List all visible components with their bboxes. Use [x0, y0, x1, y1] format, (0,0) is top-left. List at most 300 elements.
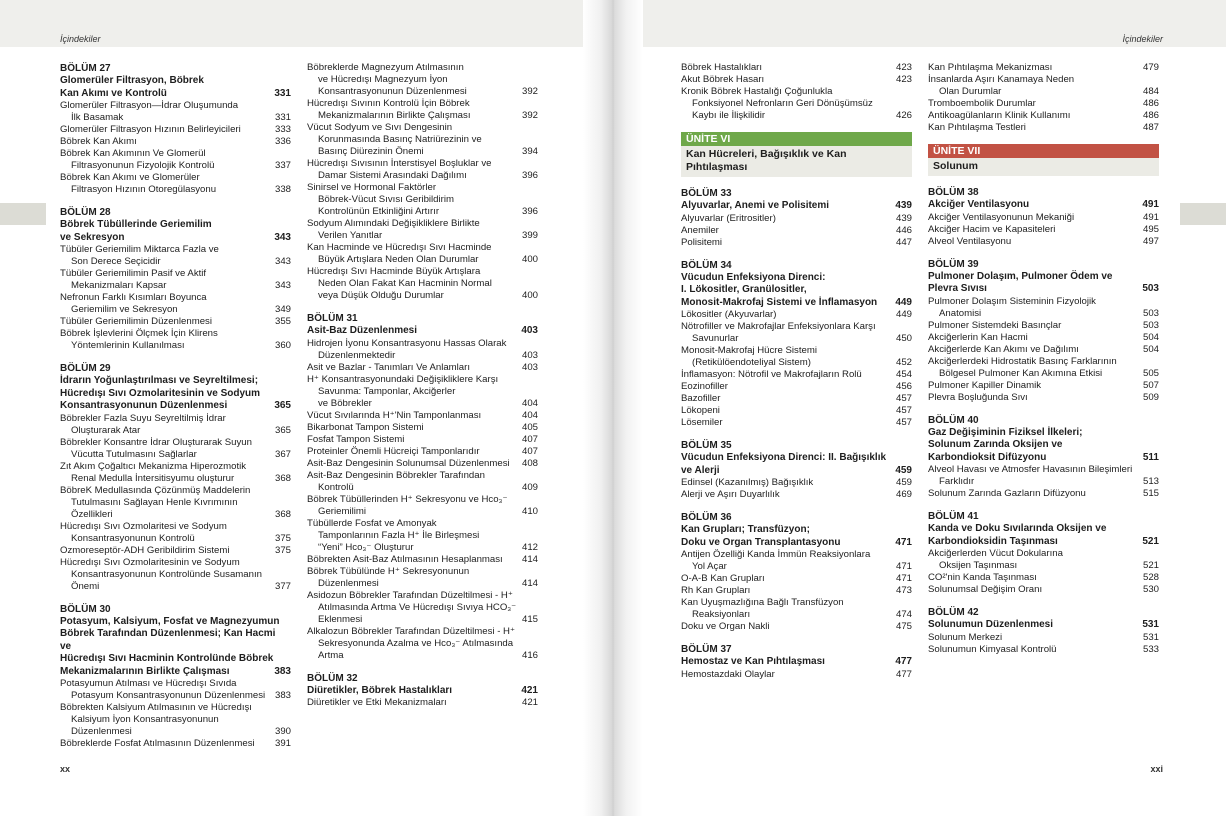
toc-line — [307, 410, 538, 422]
chapter-title — [60, 375, 291, 413]
toc-line-text: İdrarın Yoğunlaştırılması ve Seyreltilmesi; — [60, 375, 259, 386]
toc-line — [60, 100, 291, 112]
toc-line — [60, 88, 291, 101]
toc-line-text: Zıt Akım Çoğaltıcı Mekanizma Hiperozmotik — [60, 460, 247, 472]
toc-line-text: Damar Sistemi Arasındaki Dağılımı — [318, 170, 467, 181]
chapter-heading: BÖLÜM 29 — [60, 363, 111, 374]
toc-entry — [60, 678, 291, 702]
toc-line-text: Akciğer Ventilasyonunun Mekaniği — [928, 211, 1075, 223]
page-number: 454 — [895, 369, 912, 380]
chapter-title — [928, 523, 1159, 548]
page-number: 503 — [1142, 319, 1159, 331]
toc-line — [681, 549, 912, 561]
toc-entry — [681, 489, 912, 501]
page-number: 477 — [895, 668, 912, 680]
toc-line — [307, 158, 538, 170]
toc-entry — [681, 381, 912, 393]
page-number: 390 — [274, 726, 291, 737]
toc-line — [681, 369, 912, 381]
toc-line — [681, 200, 912, 213]
toc-line-text: Neden Olan Fakat Kan Hacminin Normal — [318, 278, 492, 289]
toc-line — [307, 578, 538, 590]
chapter-heading: BÖLÜM 38 — [928, 187, 979, 198]
toc-line-text: Son Derece Seçicidir — [71, 256, 161, 267]
toc-line — [681, 405, 912, 417]
toc-line — [307, 518, 538, 530]
toc-line — [60, 388, 291, 401]
toc-line-text: Hemostazdaki Olaylar — [681, 668, 775, 680]
chapter-heading: BÖLÜM 30 — [60, 603, 111, 615]
chapter-heading: BÖLÜM 27 — [60, 63, 111, 74]
toc-line-text: Tübüler Geriemilimin Düzenlenmesi — [60, 316, 212, 327]
toc-line-text: Oluşturarak Atar — [71, 424, 141, 436]
toc-line-text: Hücredışı Sıvısının İnterstisyel Boşluklar ve — [307, 158, 492, 169]
toc-line-text: Antijen Özelliği Kanda İmmün Reaksiyonlara — [681, 549, 871, 560]
toc-entry — [307, 362, 538, 374]
toc-entry — [60, 148, 291, 172]
page-number: 459 — [895, 477, 912, 488]
page-number: 484 — [1142, 86, 1159, 97]
page-number: 400 — [521, 290, 538, 301]
toc-line-text: Lösemiler — [681, 417, 723, 428]
toc-line — [60, 509, 291, 521]
page-number: 507 — [1142, 379, 1159, 391]
chapter-title — [681, 452, 912, 477]
toc-entry — [681, 225, 912, 237]
toc-line — [60, 219, 291, 232]
toc-line — [928, 62, 1159, 74]
page-number: 407 — [521, 445, 538, 457]
page-number: 365 — [274, 424, 291, 436]
toc-line — [681, 272, 912, 285]
page-number: 391 — [274, 738, 291, 749]
page-number: 471 — [895, 573, 912, 584]
page-number: 487 — [1142, 122, 1159, 133]
toc-line — [681, 213, 912, 225]
left-thumb-tab — [0, 203, 46, 225]
page-number: 394 — [521, 146, 538, 157]
toc-line-text: Pulmoner Dolaşım Sisteminin Fizyolojik — [928, 295, 1096, 307]
toc-line-text: Böbrek İşlevlerini Ölçmek İçin Klirens — [60, 328, 218, 339]
toc-entry — [681, 86, 912, 122]
unit-title — [928, 158, 1159, 176]
toc-line-text: Alerji ve Aşırı Duyarlılık — [681, 489, 780, 500]
toc-entry — [307, 122, 538, 158]
toc-line-text: ve Hücredışı Magnezyum İyon — [318, 74, 448, 85]
toc-line — [928, 283, 1159, 296]
toc-entry — [60, 461, 291, 485]
toc-line — [307, 494, 538, 506]
toc-line-text: Solunum Zarında Gazların Difüzyonu — [928, 488, 1086, 499]
toc-line-text: Antikoagülanların Klinik Kullanımı — [928, 110, 1071, 121]
toc-line — [60, 653, 291, 666]
toc-line — [928, 644, 1159, 656]
chapter-heading: BÖLÜM 36 — [681, 512, 732, 523]
toc-line — [307, 685, 538, 698]
toc-line-text: Potasyum, Kalsiyum, Fosfat ve Magnezyumun — [60, 615, 280, 627]
toc-line-text: İlk Basamak — [71, 112, 124, 123]
toc-line — [60, 256, 291, 268]
toc-line — [307, 218, 538, 230]
toc-line — [60, 400, 291, 413]
toc-line-text: Geriemilim ve Sekresyon — [71, 304, 178, 315]
chapter-title — [60, 616, 291, 679]
toc-entry — [928, 632, 1159, 644]
page-number: 513 — [1142, 476, 1159, 487]
toc-entry — [928, 464, 1159, 488]
page-number: 412 — [521, 541, 538, 553]
chapter-title — [681, 524, 912, 549]
toc-line-text: H⁺ Konsantrasyonundaki Değişikliklere Karşı — [307, 373, 499, 385]
toc-line — [681, 345, 912, 357]
toc-entry — [928, 236, 1159, 248]
toc-entry — [307, 98, 538, 122]
toc-line — [307, 626, 538, 638]
toc-line-text: Solunumun Düzenlenmesi — [928, 619, 1054, 630]
toc-line — [60, 449, 291, 461]
page-number: 439 — [895, 200, 912, 211]
page-number: 343 — [274, 256, 291, 267]
toc-line — [60, 569, 291, 581]
toc-line-text: Anemiler — [681, 224, 719, 236]
toc-line — [928, 439, 1159, 452]
toc-line-text: Asit-Baz Dengesinin Solunumsal Düzenlenmesi — [307, 457, 510, 469]
page-number: 509 — [1142, 391, 1159, 403]
page-number: 343 — [274, 280, 291, 291]
page-number: 505 — [1142, 367, 1159, 379]
toc-entry — [681, 417, 912, 429]
chapter-heading: BÖLÜM 33 — [681, 188, 732, 199]
toc-line — [928, 476, 1159, 488]
toc-line — [60, 521, 291, 533]
toc-entry — [307, 554, 538, 566]
toc-entry — [681, 393, 912, 405]
toc-line-text: Düzenlenmesi — [71, 726, 132, 737]
toc-line-text: Savunma: Tamponlar, Akciğerler — [318, 385, 456, 397]
toc-entry — [60, 437, 291, 461]
toc-line — [60, 316, 291, 328]
page-number: 403 — [521, 325, 538, 336]
page-number: 497 — [1142, 235, 1159, 247]
toc-entry — [307, 182, 538, 218]
toc-line-text: Glomerüler Filtrasyon—İdrar Oluşumunda — [60, 100, 239, 111]
toc-line — [928, 122, 1159, 134]
page-number: 355 — [274, 316, 291, 327]
toc-line — [307, 98, 538, 110]
toc-line-text: Doku ve Organ Nakli — [681, 621, 770, 632]
page-number: 403 — [521, 349, 538, 361]
toc-line-text: Konsantrasyonunun Kontrolünde Susamanın — [71, 568, 262, 580]
toc-line-text: Vücudun Enfeksiyona Direnci: — [681, 271, 826, 283]
toc-line-text: Reaksiyonları — [692, 609, 751, 620]
page-number: 477 — [895, 656, 912, 667]
toc-line — [928, 212, 1159, 224]
page-number: 403 — [521, 361, 538, 373]
toc-entry — [681, 573, 912, 585]
toc-entry — [60, 316, 291, 328]
unit-title-line: Kan Hücreleri, Bağışıklık ve Kan — [686, 148, 847, 160]
chapter-title — [928, 271, 1159, 296]
chapter-heading: BÖLÜM 40 — [928, 414, 979, 426]
toc-line — [307, 110, 538, 122]
page-number: 421 — [521, 697, 538, 708]
page-number: 375 — [274, 544, 291, 556]
page-number: 360 — [274, 340, 291, 351]
toc-line-text: Monosit-Makrofaj Hücre Sistemi — [681, 345, 817, 356]
toc-line-text: Farklıdır — [939, 476, 975, 487]
toc-line-text: Ozmoreseptör-ADH Geribildirim Sistemi — [60, 544, 230, 556]
toc-entry — [928, 98, 1159, 110]
toc-line — [928, 619, 1159, 632]
toc-line-text: ve Böbrekler — [318, 397, 372, 409]
toc-line-text: Anatomisi — [939, 307, 982, 319]
page-number: 337 — [274, 160, 291, 171]
page-number: 528 — [1142, 572, 1159, 583]
toc-line-text: Plevra Sıvısı — [928, 283, 987, 294]
toc-entry — [307, 518, 538, 554]
toc-line — [307, 325, 538, 338]
toc-line — [681, 656, 912, 669]
toc-line-text: Özellikleri — [71, 508, 113, 520]
toc-line-text: İnsanlarda Aşırı Kanamaya Neden — [928, 74, 1075, 85]
toc-entry — [307, 470, 538, 494]
toc-entry — [60, 124, 291, 136]
toc-line-text: BöbreK Medullasında Çözünmüş Maddelerin — [60, 484, 251, 496]
chapter-title — [928, 199, 1159, 212]
toc-line-text: Asit-Baz Dengesinin Böbrekler Tarafından — [307, 469, 485, 481]
page-number: 416 — [521, 649, 538, 661]
toc-line-text: Lökositler (Akyuvarlar) — [681, 309, 777, 320]
chapter-heading: BÖLÜM 41 — [928, 511, 979, 522]
page-number: 421 — [521, 684, 538, 696]
running-header-left: İçindekiler — [60, 34, 101, 44]
toc-line — [928, 98, 1159, 110]
toc-line-text: Yol Açar — [692, 561, 727, 572]
toc-line — [928, 427, 1159, 440]
toc-entry — [928, 332, 1159, 344]
toc-line — [307, 230, 538, 242]
page-number: 415 — [521, 613, 538, 625]
toc-line-text: Böbrekten Asit-Baz Atılmasının Hesaplanması — [307, 553, 503, 565]
page-number: 400 — [521, 254, 538, 265]
toc-line-text: Böbrekler Konsantre İdrar Oluşturarak Suyun — [60, 436, 252, 448]
page-number: 343 — [274, 231, 291, 243]
toc-line — [307, 638, 538, 650]
page-number: 459 — [895, 464, 912, 476]
toc-line-text: Tübüler Geriemilim Miktarca Fazla ve — [60, 244, 219, 255]
toc-line — [307, 602, 538, 614]
page-number: 491 — [1142, 199, 1159, 210]
toc-line — [60, 581, 291, 593]
page-number: 423 — [895, 62, 912, 73]
toc-line — [681, 297, 912, 310]
page-number: 409 — [521, 481, 538, 493]
toc-line — [928, 86, 1159, 98]
toc-line-text: Atılmasında Artma Ve Hücredışı Sıvıya HCO₃⁻ — [318, 601, 517, 613]
toc-line — [60, 413, 291, 425]
toc-line-text: Kronik Böbrek Hastalığı Çoğunlukla — [681, 86, 833, 97]
toc-entry — [928, 344, 1159, 356]
book-gutter — [583, 0, 643, 816]
toc-line-text: Monosit-Makrofaj Sistemi ve İnflamasyon — [681, 296, 878, 308]
toc-line-text: Fonksiyonel Nefronların Geri Dönüşümsüz — [692, 98, 873, 109]
toc-line-text: Eklenmesi — [318, 613, 363, 625]
page-number: 521 — [1142, 560, 1159, 571]
toc-line-text: (Retikülöendoteliyal Sistem) — [692, 357, 811, 368]
toc-line-text: Potasyumun Atılması ve Hücredışı Sıvıda — [60, 678, 237, 689]
page-number: 383 — [274, 665, 291, 677]
chapter-heading: BÖLÜM 42 — [928, 607, 979, 618]
toc-line — [60, 268, 291, 280]
toc-line — [60, 437, 291, 449]
toc-column-2 — [307, 62, 538, 709]
toc-line — [307, 422, 538, 434]
toc-line-text: Solunum Zarında Oksijen ve — [928, 439, 1063, 450]
toc-entry — [307, 218, 538, 242]
toc-line — [681, 357, 912, 369]
toc-line — [928, 572, 1159, 584]
toc-line-text: Asidozun Böbrekler Tarafından Düzeltilmesi - H⁺ — [307, 589, 513, 601]
page-number: 407 — [521, 433, 538, 445]
toc-entry — [681, 345, 912, 369]
toc-entry — [928, 62, 1159, 74]
toc-entry — [307, 494, 538, 518]
toc-entry — [60, 172, 291, 196]
chapter-heading: BÖLÜM 31 — [307, 313, 358, 324]
toc-line-text: Böbreklerde Fosfat Atılmasının Düzenlenmesi — [60, 738, 255, 749]
page-number: 392 — [521, 86, 538, 97]
toc-line-text: Böbrekler Fazla Suyu Seyreltilmiş İdrar — [60, 412, 226, 424]
page-number: 377 — [274, 580, 291, 592]
page-number: 503 — [1142, 283, 1159, 294]
toc-entry — [681, 597, 912, 621]
toc-line — [307, 278, 538, 290]
toc-line — [928, 236, 1159, 248]
toc-entry — [928, 548, 1159, 572]
toc-line-text: Alveol Ventilasyonu — [928, 235, 1012, 247]
unit-title-line: Pıhtılaşması — [686, 161, 748, 173]
toc-entry — [928, 74, 1159, 98]
toc-line — [60, 485, 291, 497]
toc-line — [307, 374, 538, 386]
toc-line-text: Kaybı ile İlişkilidir — [692, 110, 766, 121]
toc-line — [307, 146, 538, 158]
toc-line — [928, 296, 1159, 308]
toc-line — [681, 573, 912, 585]
toc-line — [307, 290, 538, 302]
toc-line — [307, 254, 538, 266]
page-number: 410 — [521, 505, 538, 517]
toc-entry — [60, 521, 291, 545]
toc-entry — [928, 392, 1159, 404]
toc-line-text: Yöntemlerinin Kullanılması — [71, 340, 185, 351]
page-number: 396 — [521, 206, 538, 217]
toc-line — [928, 308, 1159, 320]
page-number: 457 — [895, 393, 912, 404]
toc-line — [60, 304, 291, 316]
running-header-right: İçindekiler — [1122, 34, 1163, 44]
toc-entry — [60, 485, 291, 521]
toc-entry — [307, 62, 538, 98]
toc-line-text: Böbrek Tübüllerinde Geriemilim — [60, 219, 212, 230]
toc-line — [681, 621, 912, 633]
toc-line-text: Böbrek Tarafından Düzenlenmesi; Kan Hacmi ve — [60, 628, 276, 652]
page-number: 331 — [274, 87, 291, 99]
toc-line-text: “Yeni” Hco₃⁻ Oluşturur — [318, 541, 414, 553]
toc-line — [307, 122, 538, 134]
toc-line — [681, 417, 912, 429]
toc-entry — [681, 477, 912, 489]
page-number: 333 — [274, 124, 291, 135]
toc-line — [681, 465, 912, 478]
toc-line-text: Lökopeni — [681, 405, 720, 416]
toc-line — [928, 380, 1159, 392]
toc-line — [60, 666, 291, 679]
toc-line — [928, 344, 1159, 356]
toc-entry — [928, 122, 1159, 134]
toc-entry — [307, 158, 538, 182]
toc-entry — [681, 405, 912, 417]
toc-line-text: Alyuvarlar (Eritrositler) — [681, 212, 776, 224]
unit-title — [681, 146, 912, 177]
toc-line-text: Proteinler Önemli Hücreiçi Tamponlarıdır — [307, 445, 480, 457]
toc-line — [60, 690, 291, 702]
chapter-title — [60, 75, 291, 100]
toc-line-text: Korunmasında Basınç Natriürezinin ve — [318, 134, 482, 145]
toc-line-text: Böbrek-Vücut Sıvısı Geribildirim — [318, 194, 454, 205]
toc-line — [681, 585, 912, 597]
page-number: 531 — [1142, 631, 1159, 643]
toc-entry — [307, 697, 538, 709]
toc-line-text: Kan Akımı ve Kontrolü — [60, 87, 167, 99]
toc-line-text: Solunum Merkezi — [928, 631, 1003, 643]
toc-line-text: Olan Durumlar — [939, 86, 1002, 97]
toc-line-text: veya Düşük Olduğu Durumlar — [318, 290, 444, 301]
toc-line-text: ve Alerji — [681, 464, 720, 476]
page-number: 530 — [1142, 584, 1159, 595]
toc-line — [307, 242, 538, 254]
page-number: 452 — [895, 357, 912, 368]
toc-entry — [60, 268, 291, 292]
toc-line-text: Oksijen Taşınması — [939, 560, 1018, 571]
toc-line-text: Hücredışı Sıvı Ozmolaritesi ve Sodyum — [60, 520, 227, 532]
toc-line-text: Böbrek Tübülünde H⁺ Sekresyonunun — [307, 565, 470, 577]
toc-entry — [928, 212, 1159, 224]
toc-line — [60, 136, 291, 148]
toc-line-text: Alveol Havası ve Atmosfer Havasının Bileşimleri — [928, 464, 1133, 475]
toc-entry — [307, 242, 538, 266]
toc-line — [928, 548, 1159, 560]
toc-line — [681, 62, 912, 74]
toc-line — [681, 225, 912, 237]
toc-line — [681, 393, 912, 405]
toc-line-text: İnflamasyon: Nötrofil ve Makrofajların Rolü — [681, 369, 862, 380]
toc-entry — [928, 488, 1159, 500]
toc-line — [307, 194, 538, 206]
toc-line-text: Renal Medulla İntersitisyumu oluşturur — [71, 472, 235, 484]
toc-line — [928, 332, 1159, 344]
chapter-heading: BÖLÜM 39 — [928, 258, 979, 270]
page-number: 495 — [1142, 223, 1159, 235]
page-number: 491 — [1142, 211, 1159, 223]
toc-line — [60, 738, 291, 750]
page-number: 392 — [521, 110, 538, 121]
toc-line-text: Hücredışı Sıvı Hacminin Kontrolünde Böbrek — [60, 653, 274, 664]
page-number: 515 — [1142, 488, 1159, 499]
toc-line — [928, 392, 1159, 404]
page-number: 511 — [1142, 451, 1159, 463]
toc-entry — [681, 549, 912, 573]
